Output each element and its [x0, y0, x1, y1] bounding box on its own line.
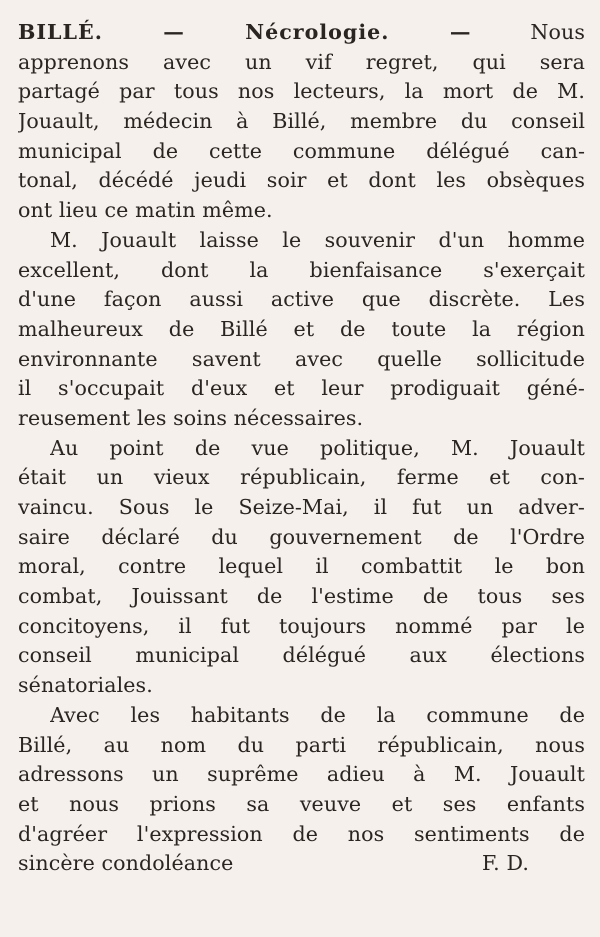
text-line: environnante savent avec quelle sollicitude — [18, 346, 585, 371]
text-line: saire déclaré du gouvernement de l'Ordre — [18, 524, 585, 549]
text-line: reusement les soins nécessaires. — [18, 405, 364, 430]
text-line: Avec les habitants de la commune de — [50, 702, 585, 727]
text-line: moral, contre lequel il combattit le bon — [18, 554, 585, 579]
text-line: conseil municipal délégué aux élections — [18, 643, 585, 668]
text-line: Jouault, médecin à Billé, membre du conseil — [18, 109, 585, 134]
article-headline: BILLÉ. — Nécrologie. — — [18, 20, 472, 44]
text-line: ont lieu ce matin même. — [18, 198, 273, 223]
headline-continuation: Nous — [530, 20, 585, 44]
text-line: adressons un suprême adieu à M. Jouault — [18, 762, 585, 787]
closing-text: sincère condoléance — [18, 851, 234, 876]
signature: F. D. — [482, 851, 529, 876]
closing-line — [18, 849, 585, 879]
text-line: malheureux de Billé et de toute la région — [18, 316, 585, 341]
headline-line — [18, 18, 585, 48]
text-line: d'une façon aussi active que discrète. Les — [18, 287, 585, 312]
text-line: tonal, décédé jeudi soir et dont les obsèques — [18, 168, 585, 193]
text-line: sénatoriales. — [18, 673, 153, 698]
text-line: Billé, au nom du parti républicain, nous — [18, 732, 585, 757]
text-line: excellent, dont la bienfaisance s'exerçait — [18, 257, 585, 282]
text-line: vaincu. Sous le Seize-Mai, il fut un adver- — [18, 495, 585, 519]
text-line: Au point de vue politique, M. Jouault — [50, 435, 585, 460]
text-line: M. Jouault laisse le souvenir d'un homme — [50, 227, 585, 252]
text-line: il s'occupait d'eux et leur prodiguait géné- — [18, 376, 585, 401]
text-line: et nous prions sa veuve et ses enfants — [18, 791, 585, 816]
text-line: partagé par tous nos lecteurs, la mort de M. — [18, 79, 585, 104]
text-line: apprenons avec un vif regret, qui sera — [18, 49, 585, 74]
text-line: était un vieux républicain, ferme et con- — [18, 465, 585, 490]
text-line: concitoyens, il fut toujours nommé par le — [18, 613, 585, 638]
text-line: combat, Jouissant de l'estime de tous ses — [18, 584, 585, 609]
text-line: municipal de cette commune délégué can- — [18, 138, 585, 163]
text-line: d'agréer l'expression de nos sentiments de — [18, 821, 585, 846]
